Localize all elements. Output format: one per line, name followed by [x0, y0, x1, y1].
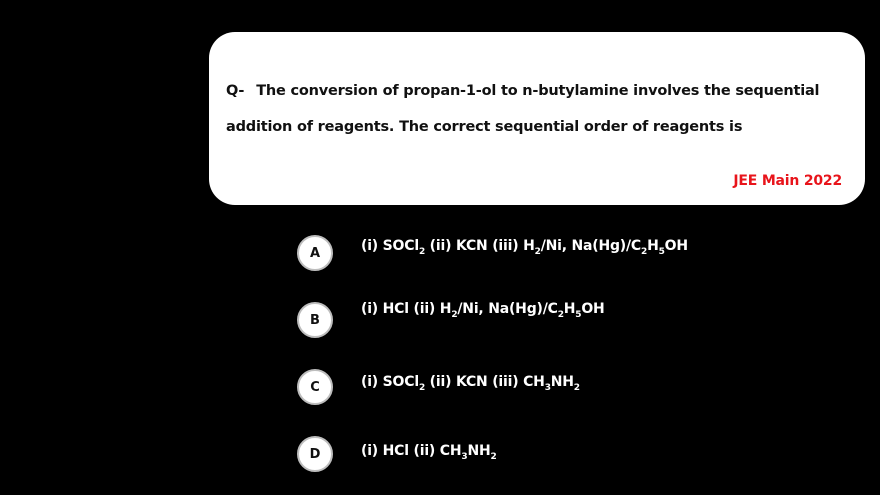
question-text-line-2: addition of reagents. The correct sequential order of reagents is — [226, 119, 743, 135]
question-text-line-1: The conversion of propan-1-ol to n-butylamine involves the sequential — [256, 83, 820, 99]
option-b[interactable] — [297, 302, 717, 338]
exam-tag: JEE Main 2022 — [733, 173, 842, 189]
option-d-text: (i) HCl (ii) $CH_3NH_2$ — [361, 443, 497, 462]
option-a-text: (i) SOCl$_2$ (ii) KCN (iii) $H_2/Ni$, $Na(Hg)/C_2H_5OH$ — [361, 238, 688, 257]
option-a-letter[interactable]: A — [297, 235, 333, 271]
question-prefix: Q- — [226, 83, 245, 99]
option-b-letter[interactable]: B — [297, 302, 333, 338]
question-card — [209, 32, 865, 205]
option-a[interactable] — [297, 235, 717, 271]
option-d[interactable] — [297, 436, 717, 472]
option-c-text: (i) SOCl$_2$ (ii) KCN (iii) $CH_3NH_2$ — [361, 374, 580, 393]
question-line-1 — [226, 83, 819, 99]
option-c[interactable] — [297, 369, 717, 405]
option-d-letter[interactable]: D — [297, 436, 333, 472]
option-c-letter[interactable]: C — [297, 369, 333, 405]
option-b-text: (i) HCl (ii) $H_2/Ni$, $Na(Hg)/C_2H_5OH$ — [361, 301, 605, 320]
